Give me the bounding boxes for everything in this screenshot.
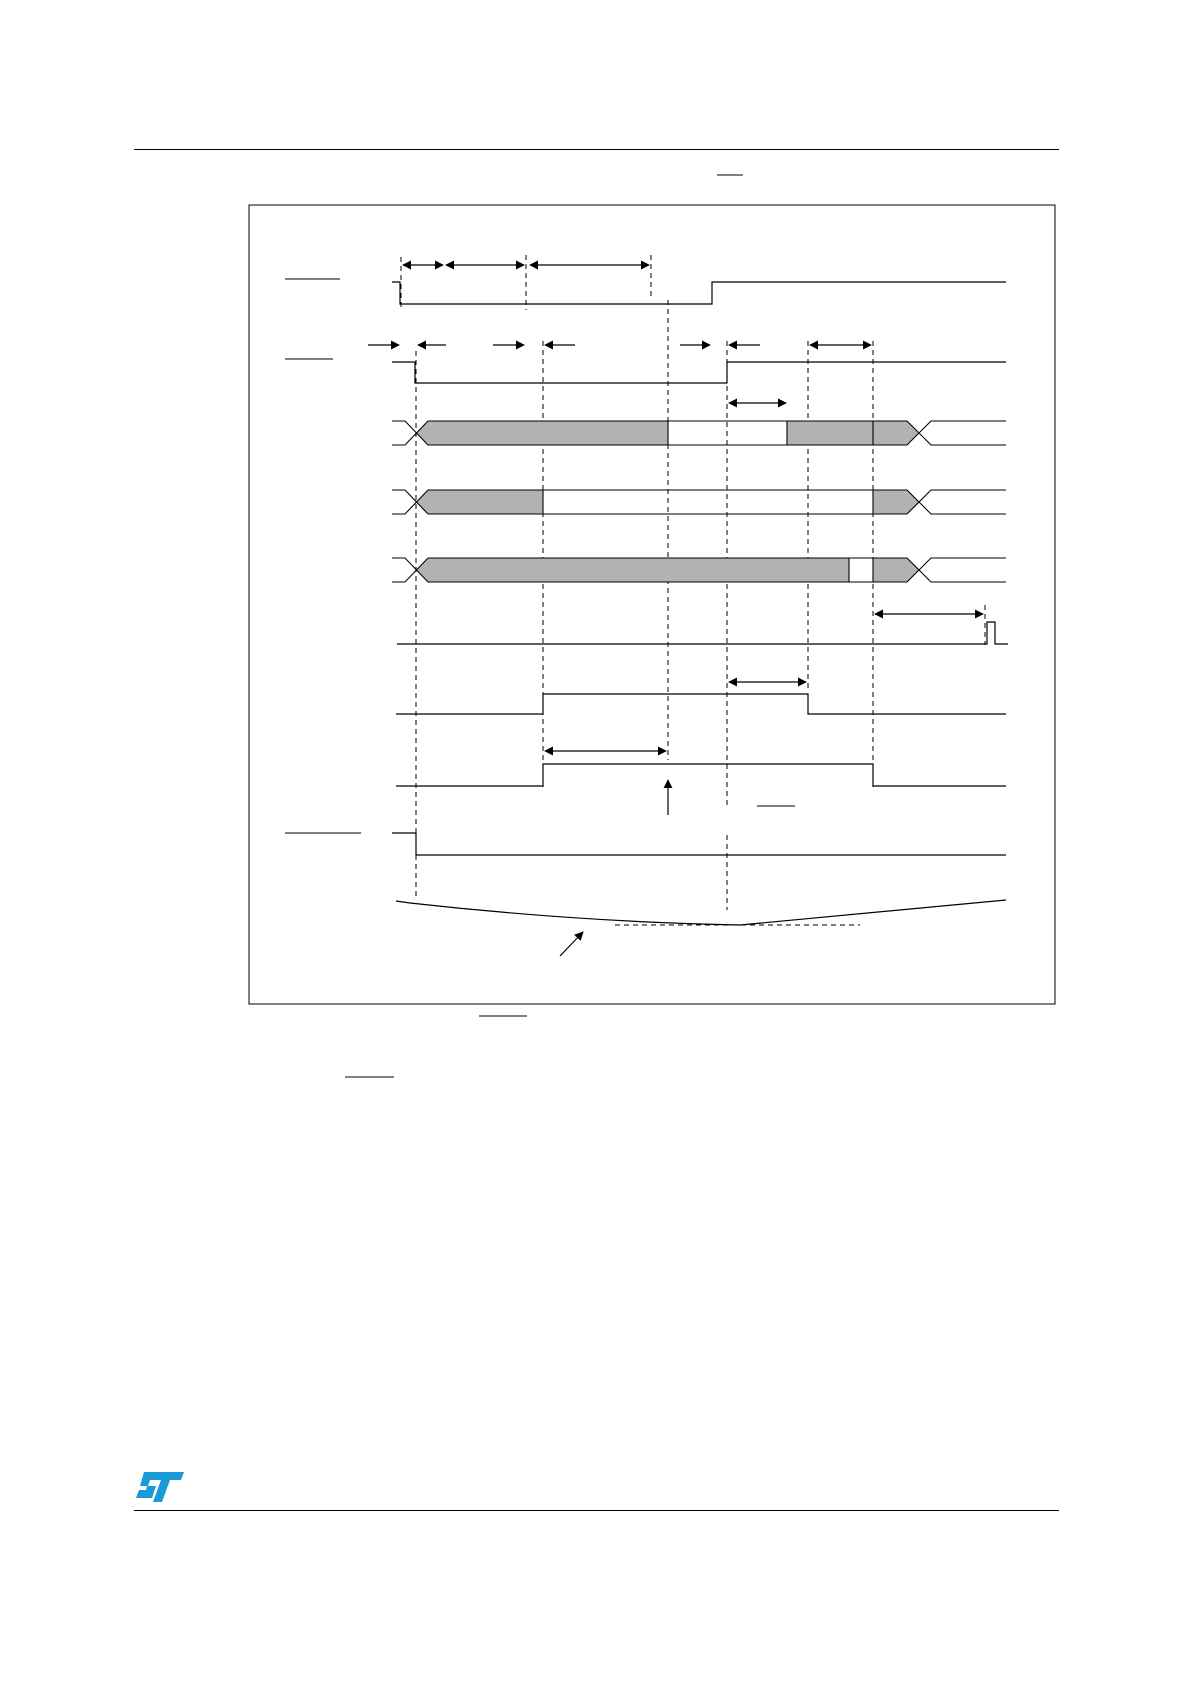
signal-sig-5-waveform	[392, 833, 1006, 855]
signal-bus-1-waveform	[392, 421, 1006, 445]
signal-bus-3-waveform	[392, 558, 1006, 582]
signal-label-overbars	[285, 279, 361, 833]
signal-sig-pulse-waveform	[397, 622, 1008, 644]
timing-reference-lines	[401, 255, 985, 925]
figure-frame	[249, 205, 1055, 1004]
timing-arrows	[368, 265, 983, 956]
signal-supply-waveform	[396, 900, 1006, 925]
signal-sig-3-waveform	[396, 694, 1006, 714]
signal-sig-2-waveform	[392, 362, 1006, 383]
st-logo-icon	[134, 1470, 186, 1504]
signal-sig-1-waveform	[392, 282, 1006, 304]
signal-bus-2-waveform	[392, 490, 1006, 514]
signal-sig-4-waveform	[396, 764, 1006, 786]
